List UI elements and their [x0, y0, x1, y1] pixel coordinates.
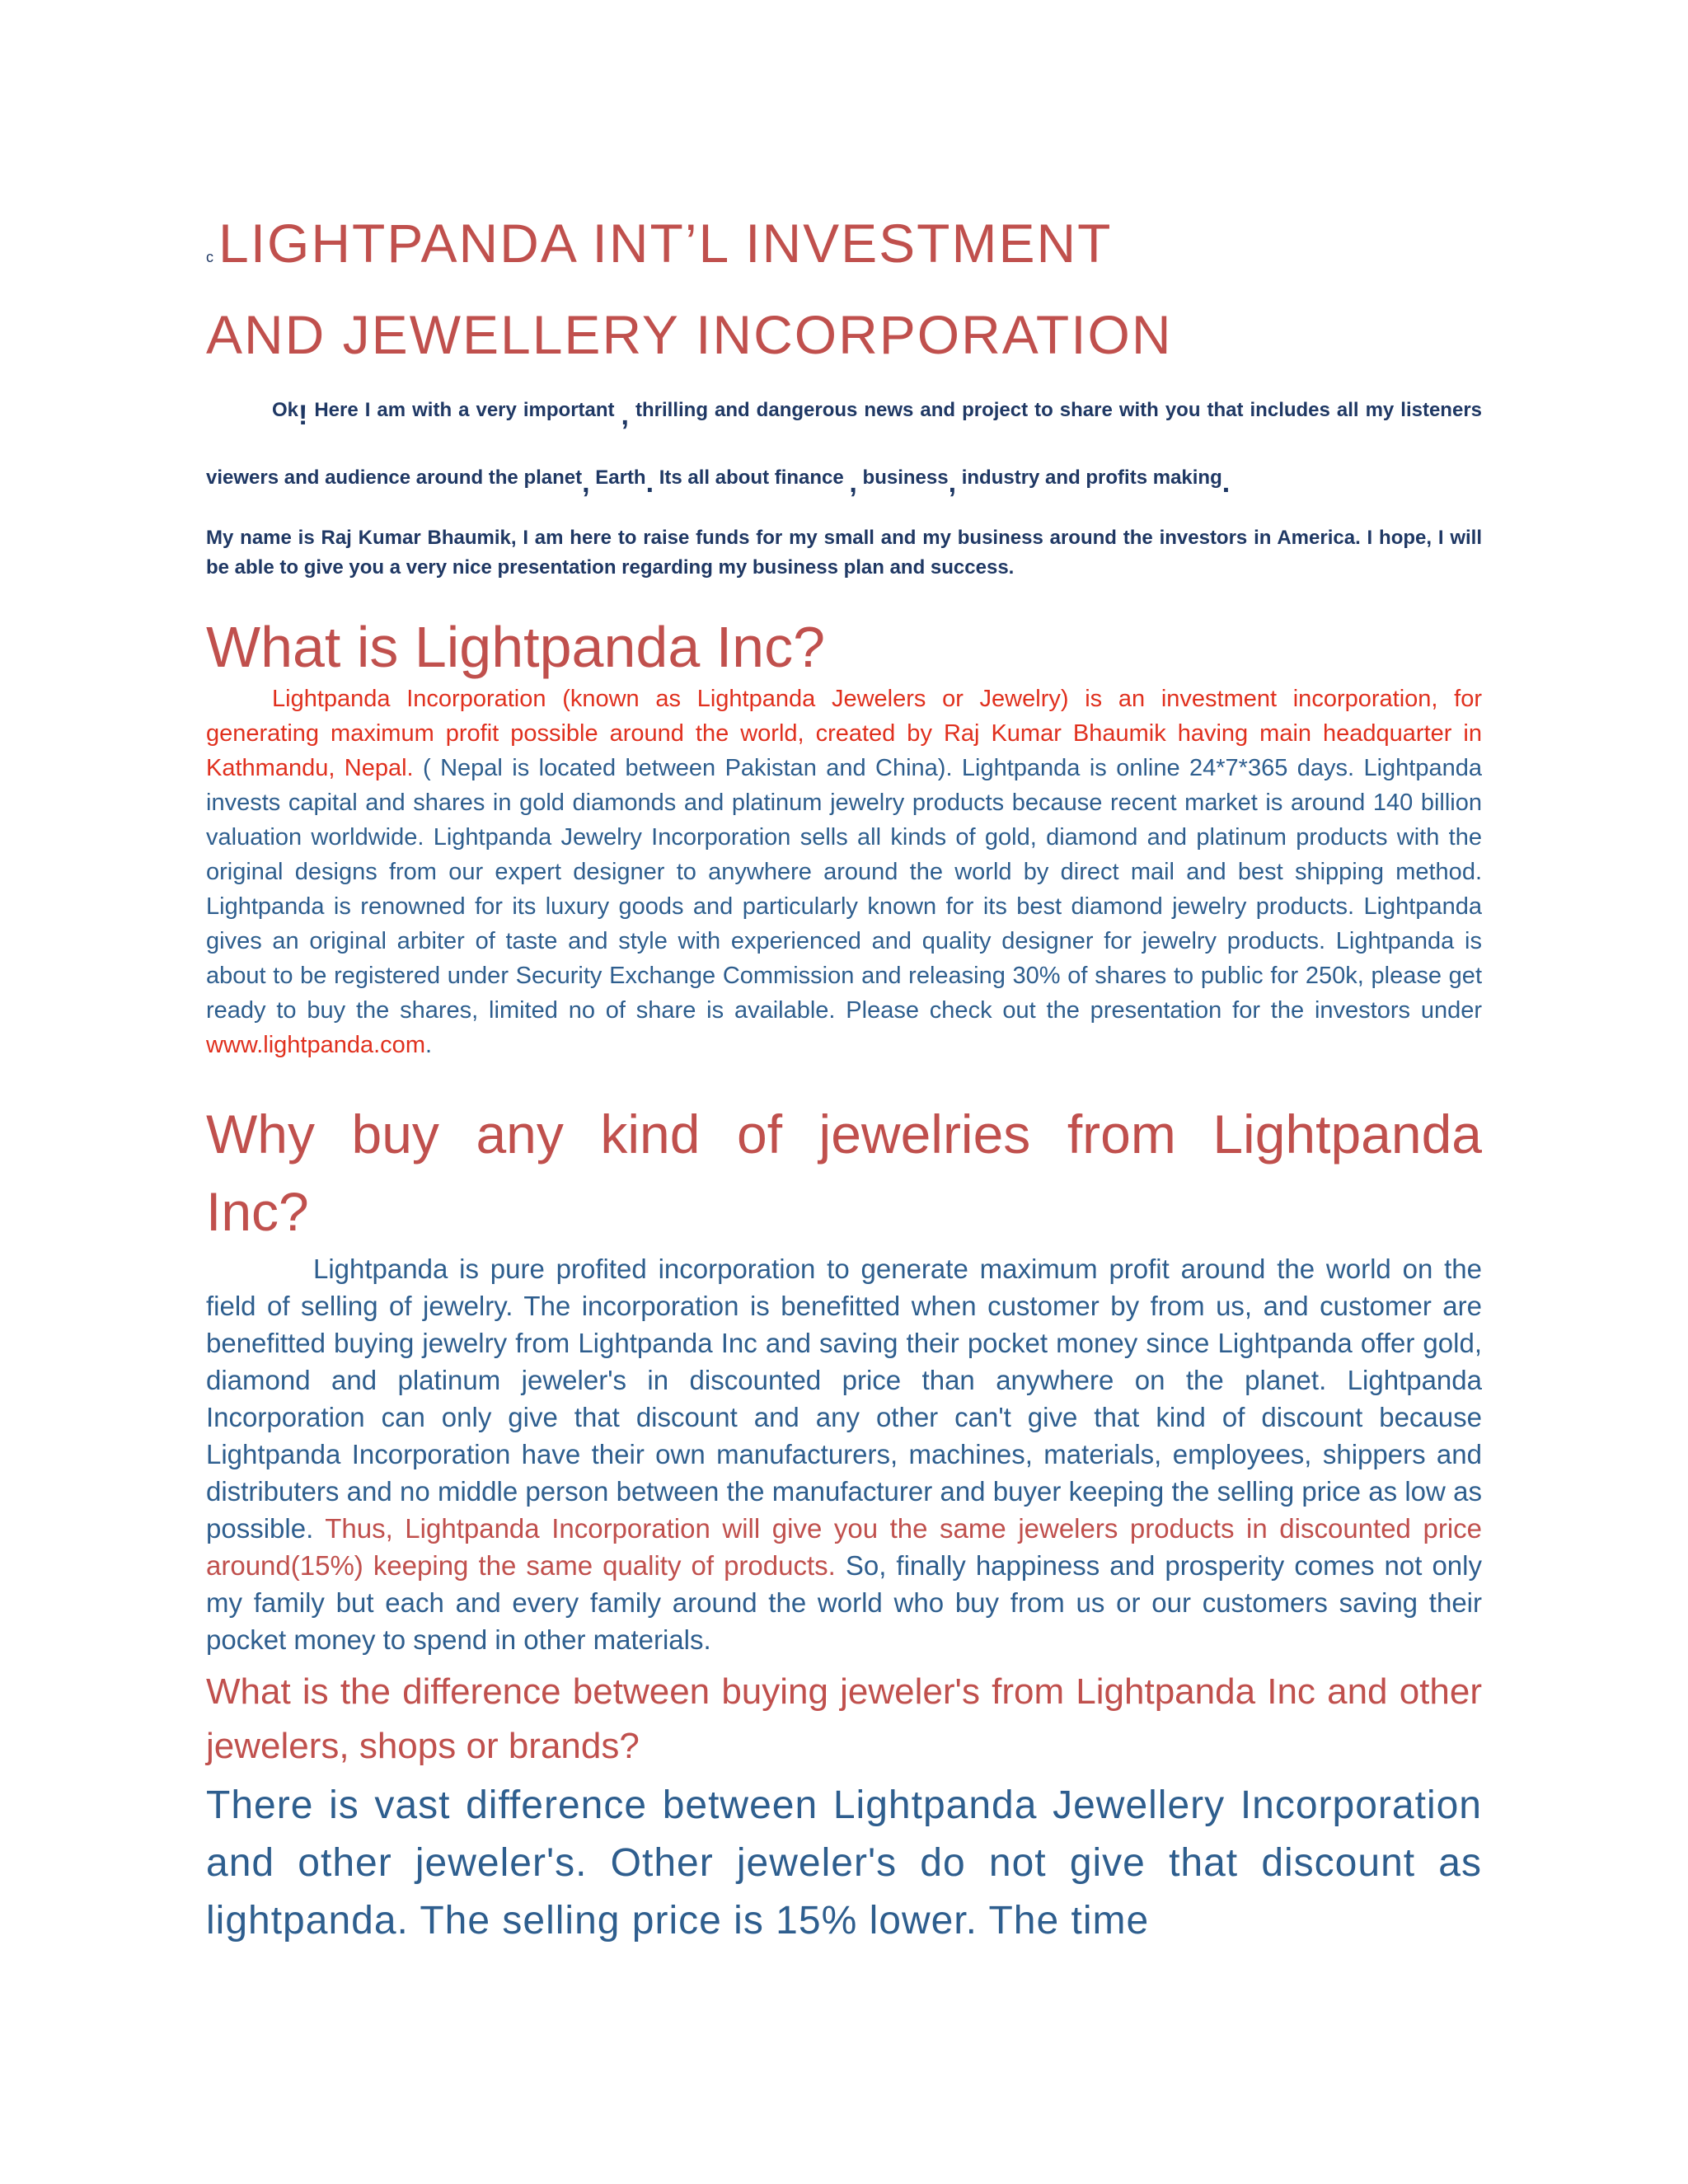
section-heading-difference: What is the difference between buying jeweler's from Lightpanda Inc and other jewelers, shops or brands?: [206, 1671, 1482, 1766]
intro-punct: !: [298, 400, 308, 431]
intro-punct: .: [1221, 467, 1231, 499]
intro-text: Ok: [272, 399, 299, 421]
intro-punct: .: [645, 467, 654, 499]
body-text-end: So, finally happiness and prosperity comes not only my family but each and every family around the world who buy from us or our customers saving their pocket money to spend in other materials.: [206, 1550, 1482, 1655]
intro-text: Here I am with a very important: [307, 399, 621, 421]
intro-text: Its all about finance: [654, 466, 850, 489]
introduction-paragraph: My name is Raj Kumar Bhaumik, I am here to raise funds for my small and my business around the investors in America. I hope, I will be able to give you a very nice presentation regarding my business plan and success.: [206, 527, 1482, 579]
title-line-1: LIGHTPANDA INT’L INVESTMENT: [218, 213, 1113, 274]
intro-paragraph: [206, 375, 1482, 510]
highlight-text: Lightpanda Incorporation (known as Lightpanda Jewelers or Jewelry) is an investment incorporation, for generating maximum profit possible around the world, created by Raj Kumar Bhaumik having main headquarter in Kathmandu, Nepal.: [206, 686, 1482, 781]
body-text-end: .: [424, 1032, 433, 1058]
body-text: Lightpanda is pure profited incorporation to generate maximum profit around the world on the field of selling of jewelry. The incorporation is benefitted when customer by from us, and customer are benefitted buying jewelry from Lightpanda Inc and saving their pocket money since Lightpanda offer gold, diamond and platinum jeweler's in discounted price than anywhere on the planet. Lightpanda Incorporation can only give that discount and any other can't give that kind of discount because Lightpanda Incorporation have their own manufacturers, machines, materials, employees, shippers and distributers and no middle person between the manufacturer and buyer keeping the selling price as low as possible.: [206, 1254, 1482, 1544]
section-heading-what-is: What is Lightpanda Inc?: [206, 615, 826, 679]
body-text: ( Nepal is located between Pakistan and China). Lightpanda is online 24*7*365 days. Lightpanda invests capital and shares in gold diamonds and platinum jewelry products because recent market is around 140 billion valuation worldwide. Lightpanda Jewelry Incorporation sells all kinds of gold, diamond and platinum products with the original designs from our expert designer to anywhere around the world by direct mail and best shipping method. Lightpanda is renowned for its luxury goods and particularly known for its best diamond jewelry products. Lightpanda gives an original arbiter of taste and style with experienced and quality designer for jewelry products. Lightpanda is about to be registered under Security Exchange Commission and releasing 30% of shares to public for 250k, please get ready to buy the shares, limited no of share is available. Please check out the presentation for the investors under: [206, 755, 1482, 1024]
intro-punct: ,: [849, 467, 857, 499]
title-marker: c: [206, 249, 213, 265]
section-what-is-body: [206, 682, 1482, 1062]
website-link[interactable]: www.lightpanda.com: [206, 1032, 425, 1058]
intro-text: industry and profits making: [956, 466, 1222, 489]
intro-text: business: [856, 466, 949, 489]
intro-punct: ,: [582, 467, 590, 499]
section-difference-body: There is vast difference between Lightpanda Jewellery Incorporation and other jeweler's. Other jeweler's do not give that discount as lightpanda. The selling price is 15% lower. The time: [206, 1783, 1482, 1943]
highlight-text: Thus, Lightpanda Incorporation will give you the same jewelers products in discounted price around(15%) keeping the same quality of products.: [206, 1513, 1482, 1581]
intro-text: Earth: [589, 466, 646, 489]
section-heading-why-buy: Why buy any kind of jewelries from Lightpanda Inc?: [206, 1104, 1482, 1242]
intro-punct: ,: [948, 467, 957, 499]
document-page: [206, 204, 1482, 1950]
title-line-2: AND JEWELLERY INCORPORATION: [206, 304, 1173, 365]
intro-text: thrilling and dangerous news and project to share with you that includes all my listeners viewers and audience around the planet: [206, 399, 1483, 489]
document-title: [206, 204, 1482, 373]
section-why-buy-body: [206, 1250, 1482, 1658]
intro-punct: ,: [621, 400, 629, 431]
